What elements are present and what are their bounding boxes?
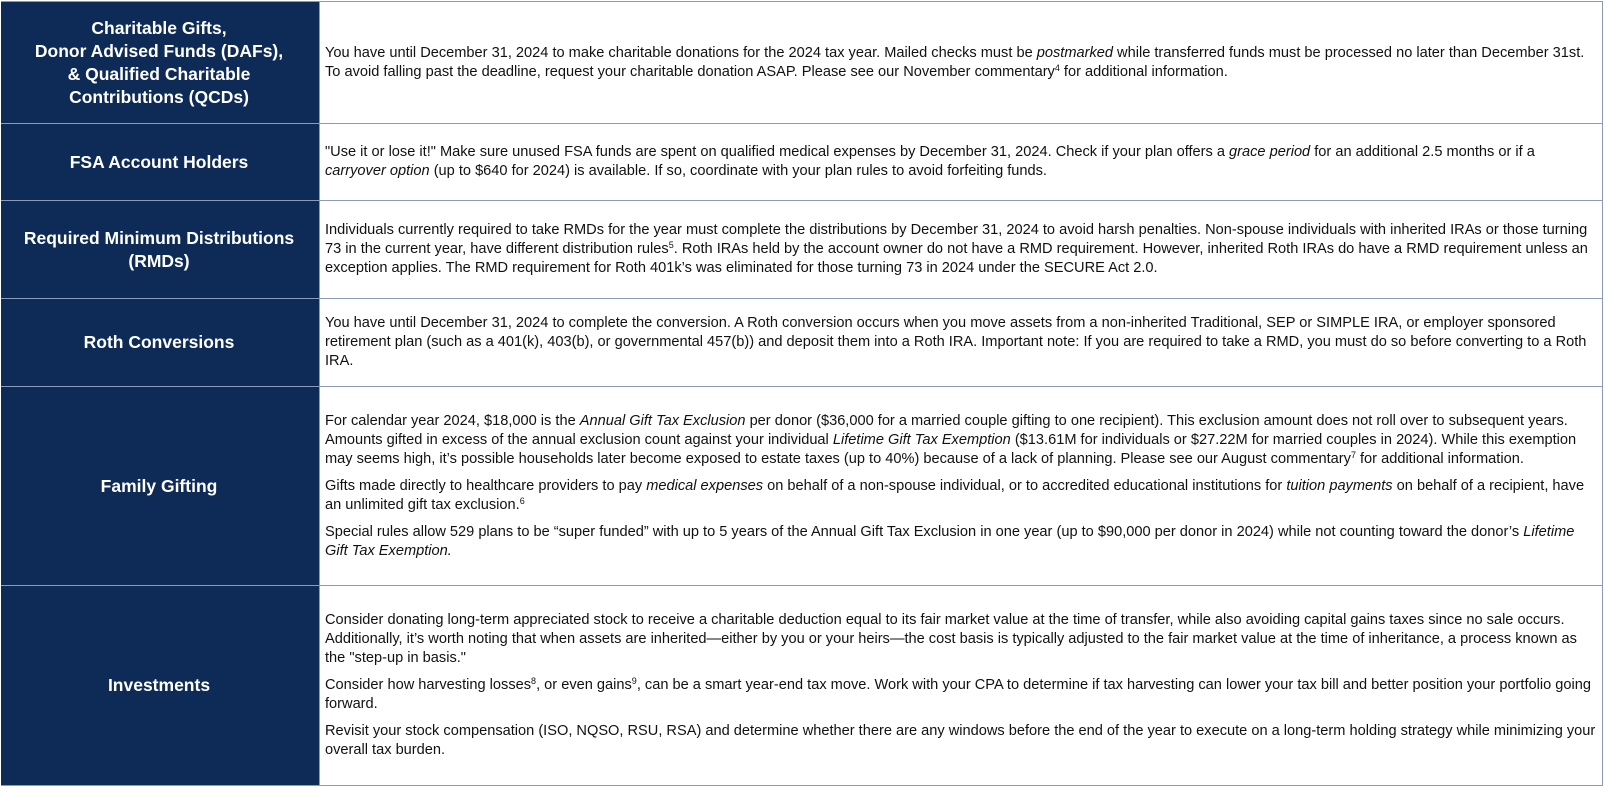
text-run: grace period — [1229, 144, 1311, 160]
text-run: for additional information. — [1059, 63, 1228, 80]
paragraph — [325, 676, 1596, 714]
row-body — [319, 387, 1603, 585]
text-run: Consider how harvesting losses — [325, 677, 532, 693]
text-run: Special rules allow 529 plans to be “super funded” with up to 5 years of the Annual Gift Tax Exclusion in one year (up to $90,000 per donor in 2024) while not counting toward the donor’s — [325, 523, 1524, 540]
paragraph — [325, 143, 1596, 181]
row-header-line: Contributions (QCDs) — [69, 86, 249, 107]
text-run: Individuals currently required to take RMDs for the year must complete the distributions by December 31, 2024 to avoid harsh penalties. Non-spouse individuals with inherited IRAs or those turning 73 in the current year, have different distribution rules — [325, 222, 1588, 257]
row-header — [1, 2, 319, 123]
text-run: For calendar year 2024, $18,000 is the — [325, 412, 580, 429]
row-header-line: & Qualified Charitable — [67, 63, 251, 84]
row-header — [1, 387, 319, 585]
row-body — [319, 124, 1603, 200]
row-header — [1, 586, 319, 785]
text-run: Revisit your stock compensation (ISO, NQSO, RSU, RSA) and determine whether there are any windows before the end of the year to execute on a long-term holding strategy while minimizing your overall tax burden. — [325, 723, 1596, 758]
text-run: Gifts made directly to healthcare providers to pay — [325, 477, 647, 494]
row-header-line: Roth Conversions — [83, 332, 235, 352]
paragraph — [325, 314, 1596, 371]
text-run: on behalf of a non-spouse individual, or to accredited educational institutions for — [763, 477, 1287, 494]
footnote-ref: 7 — [1350, 449, 1356, 460]
paragraph — [325, 412, 1596, 469]
text-run: Lifetime Gift Tax Exemption — [832, 431, 1011, 448]
row-header-line: Donor Advised Funds (DAFs), — [34, 40, 284, 61]
paragraph — [325, 523, 1596, 561]
paragraph — [325, 722, 1596, 760]
paragraph — [325, 611, 1596, 668]
text-run: (up to $640 for 2024) is available. If so, coordinate with your plan rules to avoid forfeiting funds. — [429, 163, 1047, 179]
row-header — [1, 124, 319, 200]
row-body — [319, 586, 1603, 785]
row-header-line: (RMDs) — [128, 250, 190, 271]
row-header — [1, 201, 319, 298]
footnote-ref: 6 — [519, 495, 525, 506]
text-run: for an additional 2.5 months or if a — [1310, 144, 1535, 160]
text-run: Lifetime Gift Tax Exemption. — [325, 523, 1575, 559]
row-body — [319, 2, 1603, 123]
row-body — [319, 201, 1603, 298]
row-header-line: Required Minimum Distributions — [23, 227, 295, 248]
footnote-ref: 8 — [531, 676, 537, 686]
row-header — [1, 299, 319, 386]
text-run: ($13.61M for individuals or $27.22M for married couples in 2024). While this exemption may seems high, it’s possible households later become exposed to estate taxes (up to 40%) because of a lack of planning. Please see our August commentary — [325, 431, 1577, 467]
year-end-planning-table — [1, 1, 1603, 786]
table-row — [1, 2, 1603, 124]
paragraph — [325, 221, 1596, 278]
footnote-ref: 5 — [668, 240, 674, 250]
table-row — [1, 201, 1603, 299]
row-header-line: Family Gifting — [100, 475, 218, 496]
row-header-line: FSA Account Holders — [69, 151, 249, 172]
table-row — [1, 387, 1603, 586]
table-row — [1, 299, 1603, 387]
text-run: , or even gains — [536, 677, 632, 693]
text-run: carryover option — [325, 163, 430, 179]
text-run: tuition payments — [1286, 477, 1393, 494]
text-run: . Roth IRAs held by the account owner do not have a RMD requirement. However, inherited Roth IRAs do have a RMD requirement unless an exception applies. The RMD requirement for Roth 401k’s was eliminated for those turning 73 in 2024 under the SECURE Act 2.0. — [325, 241, 1588, 276]
text-run: Consider donating long-term appreciated stock to receive a charitable deduction equal to its fair market value at the time of transfer, while also avoiding capital gains taxes since no sale occurs. Additionally, it’s worth noting that when assets are inherited—either by you or your heirs—the cost basis is typically adjusted to the fair market value at the time of inheritance, a process known as the "step-up in basis." — [325, 612, 1577, 666]
table-row — [1, 124, 1603, 201]
footnote-ref: 4 — [1054, 62, 1060, 73]
row-header-line: Investments — [107, 675, 211, 695]
table-row — [1, 586, 1603, 786]
text-run: for additional information. — [1355, 450, 1524, 467]
footnote-ref: 9 — [631, 676, 637, 686]
text-run: You have until December 31, 2024 to make charitable donations for the 2024 tax year. Mailed checks must be — [325, 44, 1037, 61]
row-header-line: Charitable Gifts, — [91, 17, 227, 38]
paragraph — [325, 44, 1596, 82]
text-run: "Use it or lose it!" Make sure unused FSA funds are spent on qualified medical expenses by December 31, 2024. Check if your plan offers a — [325, 144, 1230, 160]
text-run: on behalf of a recipient, have an unlimited gift tax exclusion. — [325, 477, 1585, 513]
text-run: , can be a smart year-end tax move. Work with your CPA to determine if tax harvesting can lower your tax bill and better position your portfolio going forward. — [325, 677, 1592, 712]
text-run: while transferred funds must be processed no later than December 31st. To avoid falling past the deadline, request your charitable donation ASAP. Please see our November commentary — [325, 44, 1585, 80]
text-run: medical expenses — [646, 477, 764, 494]
text-run: You have until December 31, 2024 to complete the conversion. A Roth conversion occurs when you move assets from a non-inherited Traditional, SEP or SIMPLE IRA, or employer sponsored retirement plan (such as a 401(k), 403(b), or governmental 457(b)) and deposit them into a Roth IRA. Important note: If you are required to take a RMD, you must do so before converting to a Roth IRA. — [325, 315, 1587, 369]
paragraph — [325, 477, 1596, 515]
text-run: Annual Gift Tax Exclusion — [579, 412, 746, 429]
row-body — [319, 299, 1603, 386]
text-run: per donor ($36,000 for a married couple gifting to one recipient). This exclusion amount does not roll over to subsequent years. Amounts gifted in excess of the annual exclusion count against your individual — [325, 412, 1568, 448]
text-run: postmarked — [1036, 44, 1113, 61]
